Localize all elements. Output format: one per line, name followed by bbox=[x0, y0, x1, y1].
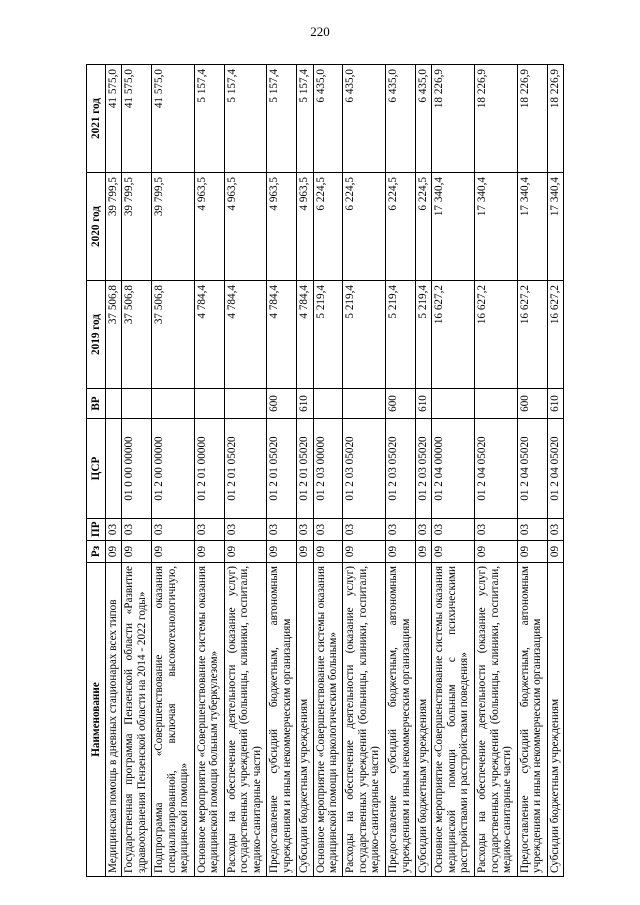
cell-2021: 41 575,0 bbox=[122, 65, 152, 173]
cell-pr: 03 bbox=[432, 519, 475, 541]
cell-pr: 03 bbox=[224, 519, 267, 541]
cell-2021: 41 575,0 bbox=[106, 65, 122, 173]
cell-pr: 03 bbox=[297, 519, 313, 541]
cell-rz: 09 bbox=[267, 541, 297, 563]
cell-2021: 6 435,0 bbox=[313, 65, 343, 173]
cell-2020: 6 224,5 bbox=[386, 173, 416, 281]
cell-csr: 01 2 04 00000 bbox=[432, 419, 475, 519]
cell-2021: 6 435,0 bbox=[415, 65, 431, 173]
table-row bbox=[267, 65, 297, 877]
cell-rz: 09 bbox=[313, 541, 343, 563]
cell-2021: 5 157,4 bbox=[297, 65, 313, 173]
header-vr: ВР bbox=[87, 389, 106, 419]
cell-2020: 6 224,5 bbox=[313, 173, 343, 281]
cell-vr bbox=[474, 389, 517, 419]
header-2020: 2020 год bbox=[87, 173, 106, 281]
cell-2019: 4 784,4 bbox=[267, 281, 297, 389]
cell-pr: 03 bbox=[106, 519, 122, 541]
cell-pr: 03 bbox=[517, 519, 547, 541]
cell-2020: 39 799,5 bbox=[122, 173, 152, 281]
cell-name: Расходы на обеспечение деятельности (оказание услуг) государственных учреждений (больницы, клиники, госпитали, медико-санитарные части) bbox=[224, 563, 267, 877]
cell-name: Субсидии бюджетным учреждениям bbox=[297, 563, 313, 877]
cell-2021: 18 226,9 bbox=[474, 65, 517, 173]
cell-name: Предоставление субсидий бюджетным, автономным учреждениям и иным некоммерческим организациям bbox=[267, 563, 297, 877]
cell-vr bbox=[343, 389, 386, 419]
cell-name: Расходы на обеспечение деятельности (оказание услуг) государственных учреждений (больницы, клиники, госпитали, медико-санитарные части) bbox=[474, 563, 517, 877]
header-2021: 2021 год bbox=[87, 65, 106, 173]
cell-rz: 09 bbox=[122, 541, 152, 563]
cell-pr: 03 bbox=[152, 519, 195, 541]
cell-2019: 16 627,2 bbox=[432, 281, 475, 389]
cell-csr: 01 2 03 05020 bbox=[343, 419, 386, 519]
cell-name: Медицинская помощь в дневных стационарах всех типов bbox=[106, 563, 122, 877]
cell-vr: 600 bbox=[267, 389, 297, 419]
table-row bbox=[432, 65, 475, 877]
cell-rz: 09 bbox=[194, 541, 224, 563]
cell-2019: 37 506,8 bbox=[152, 281, 195, 389]
cell-csr: 01 0 00 00000 bbox=[122, 419, 152, 519]
cell-pr: 03 bbox=[474, 519, 517, 541]
cell-2021: 18 226,9 bbox=[547, 65, 563, 173]
cell-2020: 6 224,5 bbox=[415, 173, 431, 281]
cell-2019: 37 506,8 bbox=[106, 281, 122, 389]
table-row bbox=[297, 65, 313, 877]
cell-2021: 6 435,0 bbox=[386, 65, 416, 173]
table-row bbox=[313, 65, 343, 877]
cell-2019: 5 219,4 bbox=[386, 281, 416, 389]
cell-rz: 09 bbox=[474, 541, 517, 563]
cell-csr bbox=[106, 419, 122, 519]
cell-2021: 6 435,0 bbox=[343, 65, 386, 173]
cell-pr: 03 bbox=[415, 519, 431, 541]
header-name: Наименование bbox=[87, 563, 106, 877]
table-row bbox=[122, 65, 152, 877]
cell-pr: 03 bbox=[313, 519, 343, 541]
cell-2021: 18 226,9 bbox=[517, 65, 547, 173]
table-row bbox=[194, 65, 224, 877]
cell-2019: 5 219,4 bbox=[343, 281, 386, 389]
cell-rz: 09 bbox=[547, 541, 563, 563]
cell-pr: 03 bbox=[547, 519, 563, 541]
cell-2020: 4 963,5 bbox=[297, 173, 313, 281]
cell-csr: 01 2 01 05020 bbox=[297, 419, 313, 519]
cell-vr bbox=[194, 389, 224, 419]
cell-pr: 03 bbox=[386, 519, 416, 541]
cell-csr: 01 2 04 05020 bbox=[474, 419, 517, 519]
cell-vr: 610 bbox=[415, 389, 431, 419]
cell-name: Государственная программа Пензенской области «Развитие здравоохранения Пензенской области на 2014 - 2022 годы» bbox=[122, 563, 152, 877]
cell-csr: 01 2 03 05020 bbox=[415, 419, 431, 519]
cell-2020: 4 963,5 bbox=[194, 173, 224, 281]
page-number: 220 bbox=[310, 24, 330, 39]
cell-vr: 610 bbox=[297, 389, 313, 419]
table-row bbox=[517, 65, 547, 877]
cell-name: Субсидии бюджетным учреждениям bbox=[547, 563, 563, 877]
table-row bbox=[106, 65, 122, 877]
cell-name: Предоставление субсидий бюджетным, автономным учреждениям и иным некоммерческим организациям bbox=[517, 563, 547, 877]
cell-2021: 41 575,0 bbox=[152, 65, 195, 173]
cell-rz: 09 bbox=[224, 541, 267, 563]
cell-csr: 01 2 01 05020 bbox=[224, 419, 267, 519]
cell-rz: 09 bbox=[152, 541, 195, 563]
cell-name: Субсидии бюджетным учреждениям bbox=[415, 563, 431, 877]
table-row bbox=[386, 65, 416, 877]
cell-2021: 5 157,4 bbox=[224, 65, 267, 173]
cell-2020: 17 340,4 bbox=[517, 173, 547, 281]
cell-csr: 01 2 01 00000 bbox=[194, 419, 224, 519]
cell-name: Основное мероприятие «Совершенствование системы оказания медицинской помощи больным с психическими расстройствами и расстройствами поведения» bbox=[432, 563, 475, 877]
cell-rz: 09 bbox=[343, 541, 386, 563]
cell-2019: 16 627,2 bbox=[547, 281, 563, 389]
table-row bbox=[343, 65, 386, 877]
cell-csr: 01 2 00 00000 bbox=[152, 419, 195, 519]
cell-rz: 09 bbox=[297, 541, 313, 563]
budget-table-container bbox=[86, 65, 564, 877]
cell-pr: 03 bbox=[343, 519, 386, 541]
cell-name: Расходы на обеспечение деятельности (оказание услуг) государственных учреждений (больницы, клиники, госпитали, медико-санитарные части) bbox=[343, 563, 386, 877]
cell-vr: 600 bbox=[517, 389, 547, 419]
cell-2019: 4 784,4 bbox=[224, 281, 267, 389]
cell-name: Основное мероприятие «Совершенствование системы оказания медицинской помощи больным туберкулезом» bbox=[194, 563, 224, 877]
cell-rz: 09 bbox=[415, 541, 431, 563]
cell-2021: 5 157,4 bbox=[194, 65, 224, 173]
cell-rz: 09 bbox=[517, 541, 547, 563]
cell-rz: 09 bbox=[106, 541, 122, 563]
cell-vr bbox=[122, 389, 152, 419]
cell-vr: 600 bbox=[386, 389, 416, 419]
table-row bbox=[547, 65, 563, 877]
cell-name: Предоставление субсидий бюджетным, автономным учреждениям и иным некоммерческим организациям bbox=[386, 563, 416, 877]
table-row bbox=[474, 65, 517, 877]
cell-pr: 03 bbox=[194, 519, 224, 541]
cell-csr: 01 2 01 05020 bbox=[267, 419, 297, 519]
cell-csr: 01 2 03 00000 bbox=[313, 419, 343, 519]
cell-2019: 4 784,4 bbox=[297, 281, 313, 389]
cell-2020: 4 963,5 bbox=[267, 173, 297, 281]
cell-csr: 01 2 04 05020 bbox=[547, 419, 563, 519]
cell-2019: 16 627,2 bbox=[517, 281, 547, 389]
cell-2020: 6 224,5 bbox=[343, 173, 386, 281]
cell-2021: 5 157,4 bbox=[267, 65, 297, 173]
cell-csr: 01 2 03 05020 bbox=[386, 419, 416, 519]
cell-2019: 16 627,2 bbox=[474, 281, 517, 389]
cell-vr bbox=[224, 389, 267, 419]
cell-2020: 17 340,4 bbox=[432, 173, 475, 281]
cell-2019: 4 784,4 bbox=[194, 281, 224, 389]
cell-vr bbox=[106, 389, 122, 419]
cell-rz: 09 bbox=[386, 541, 416, 563]
cell-pr: 03 bbox=[122, 519, 152, 541]
cell-vr bbox=[313, 389, 343, 419]
cell-2021: 18 226,9 bbox=[432, 65, 475, 173]
cell-2020: 39 799,5 bbox=[106, 173, 122, 281]
header-pr: ПР bbox=[87, 519, 106, 541]
cell-rz: 09 bbox=[432, 541, 475, 563]
cell-2019: 5 219,4 bbox=[415, 281, 431, 389]
cell-csr: 01 2 04 05020 bbox=[517, 419, 547, 519]
cell-2019: 5 219,4 bbox=[313, 281, 343, 389]
cell-name: Основное мероприятие «Совершенствование системы оказания медицинской помощи наркологическим больным» bbox=[313, 563, 343, 877]
table-row bbox=[415, 65, 431, 877]
header-rz: Рз bbox=[87, 541, 106, 563]
cell-2020: 39 799,5 bbox=[152, 173, 195, 281]
cell-2020: 17 340,4 bbox=[547, 173, 563, 281]
table-row bbox=[224, 65, 267, 877]
cell-pr: 03 bbox=[267, 519, 297, 541]
cell-2020: 4 963,5 bbox=[224, 173, 267, 281]
cell-vr: 610 bbox=[547, 389, 563, 419]
table-header-row bbox=[87, 65, 106, 877]
header-csr: ЦСР bbox=[87, 419, 106, 519]
cell-name: Подпрограмма «Совершенствование оказания специализированной, включая высокотехнологичную, медицинской помощи» bbox=[152, 563, 195, 877]
cell-vr bbox=[432, 389, 475, 419]
budget-table bbox=[86, 64, 564, 877]
header-2019: 2019 год bbox=[87, 281, 106, 389]
cell-2019: 37 506,8 bbox=[122, 281, 152, 389]
cell-2020: 17 340,4 bbox=[474, 173, 517, 281]
table-row bbox=[152, 65, 195, 877]
cell-vr bbox=[152, 389, 195, 419]
